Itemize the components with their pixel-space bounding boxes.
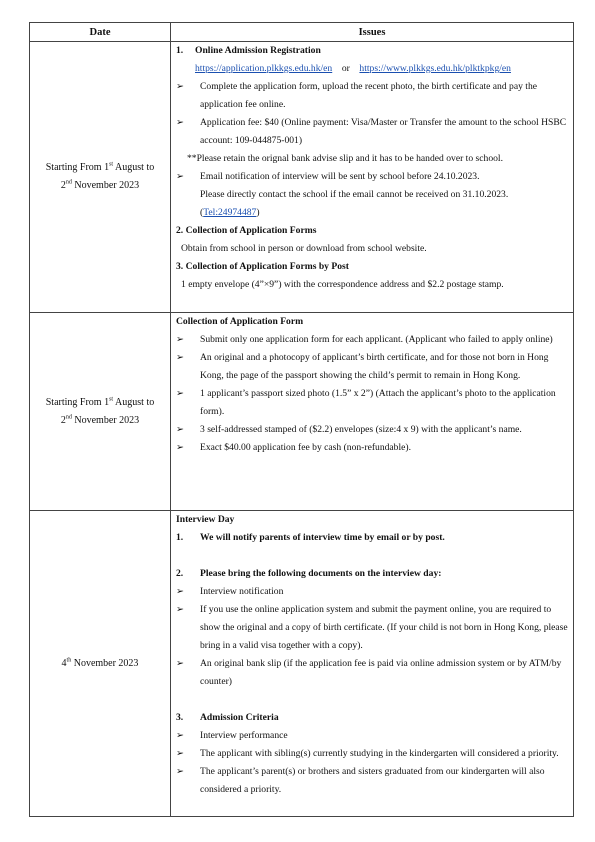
list-item: ➢ The applicant with sibling(s) currently studying in the kindergarten will considered a priority.: [176, 745, 570, 763]
section-heading: 1. Online Admission Registration: [176, 45, 321, 56]
issues-cell: [171, 313, 574, 511]
numbered-item: 2. Please bring the following documents on the interview day:: [176, 568, 442, 579]
date-cell: Starting From 1st August to 2nd November 2023: [30, 42, 171, 313]
list-item: ➢ The applicant’s parent(s) or brothers and sisters graduated from our kindergarten will also considered a priority.: [176, 763, 570, 799]
list-item: ➢ Application fee: $40 (Online payment: Visa/Master or Transfer the amount to the school HSBC account: 109-044875-001): [176, 114, 570, 150]
table-row: [30, 313, 574, 511]
list-item: ➢ Submit only one application form for each applicant. (Applicant who failed to apply online): [176, 331, 570, 349]
list-item: ➢ If you use the online application system and submit the payment online, you are required to show the original and a copy of birth certificate. (If your child is not born in Hong Kong, please bring in a valid visa together with a copy).: [176, 601, 570, 655]
date-column-header: Date: [30, 23, 171, 42]
list-item: ➢ Complete the application form, upload the recent photo, the birth certificate and pay the application fee online.: [176, 78, 570, 114]
bullet-arrow-icon: ➢: [176, 117, 185, 128]
list-item: ➢ An original bank slip (if the application fee is paid via online admission system or by ATM/by counter): [176, 655, 570, 691]
bullet-arrow-icon: ➢: [176, 171, 185, 182]
section-heading: Interview Day: [176, 514, 235, 525]
bullet-arrow-icon: ➢: [176, 748, 185, 759]
bullet-arrow-icon: ➢: [176, 766, 185, 777]
issues-cell: 1. Online Admission Registration https://application.plkkgs.edu.hk/en or https://www.plkkgs.edu.hk/plktkpkg/en ➢ Complete the application form, upload the recent photo, the birth certificate and pay the application fee online. ➢ Application fee: $40 (Online payment: Visa/Master or Transfer the amount to the school HSBC account: 109-044875-001) **Please retain the orignal bank advise slip and it has to be handed over to school. ➢ Email notification of interview will be sent by school before 24.10.2023. Please directly contact the school if the email cannot be received on 31.10.2023. (Tel:24974487) 2. Collection of Application Forms Obtain from school in person or download from school website. 3. Collection of Application Forms by Post 1 empty envelope (4”×9”) with the correspondence address and $2.2 postage stamp.: [171, 42, 574, 313]
section-heading: Collection of Application Form: [176, 316, 304, 327]
bullet-arrow-icon: ➢: [176, 424, 185, 435]
date-cell: 4th November 2023: [30, 511, 171, 817]
list-item: ➢ Exact $40.00 application fee by cash (non-refundable).: [176, 439, 570, 457]
table-row: [30, 42, 574, 313]
section-heading: 2. Collection of Application Forms: [176, 225, 317, 236]
registration-link-2[interactable]: https://www.plkkgs.edu.hk/plktkpkg/en: [359, 63, 511, 74]
bullet-arrow-icon: ➢: [176, 388, 185, 399]
numbered-item: 3. Admission Criteria: [176, 712, 279, 723]
date-cell: Starting From 1st August to 2nd November 2023: [30, 313, 171, 511]
list-item: ➢ Interview performance: [176, 727, 570, 745]
bullet-arrow-icon: ➢: [176, 730, 185, 741]
table-row: [30, 511, 574, 817]
list-item: ➢ 1 applicant’s passport sized photo (1.5” x 2”) (Attach the applicant’s photo to the application form).: [176, 385, 570, 421]
bullet-arrow-icon: ➢: [176, 604, 185, 615]
bullet-arrow-icon: ➢: [176, 334, 185, 345]
bullet-arrow-icon: ➢: [176, 586, 185, 597]
list-item: ➢ Interview notification: [176, 583, 570, 601]
list-item: ➢ An original and a photocopy of applicant’s birth certificate, and for those not born in Hong Kong, the page of the passport showing the child’s permit to remain in Hong Kong.: [176, 349, 570, 385]
section-heading: 3. Collection of Application Forms by Post: [176, 261, 349, 272]
telephone-line: (Tel:24974487): [200, 207, 260, 218]
registration-links: https://application.plkkgs.edu.hk/en or https://www.plkkgs.edu.hk/plktkpkg/en: [195, 63, 511, 74]
telephone-link[interactable]: Tel:24974487: [203, 207, 257, 218]
note-text: **Please retain the orignal bank advise slip and it has to be handed over to school.: [187, 153, 503, 164]
list-item: ➢ 3 self-addressed stamped of ($2.2) envelopes (size:4 x 9) with the applicant’s name.: [176, 421, 570, 439]
issues-column-header: Issues: [171, 23, 574, 42]
numbered-item: 1. We will notify parents of interview time by email or by post.: [176, 532, 445, 543]
issues-cell: [171, 511, 574, 817]
bullet-arrow-icon: ➢: [176, 352, 185, 363]
bullet-arrow-icon: ➢: [176, 442, 185, 453]
table-header-row: [30, 23, 574, 42]
bullet-arrow-icon: ➢: [176, 81, 185, 92]
admission-schedule-table: [29, 22, 574, 817]
list-item: ➢ Email notification of interview will be sent by school before 24.10.2023.: [176, 168, 570, 186]
registration-link-1[interactable]: https://application.plkkgs.edu.hk/en: [195, 63, 333, 74]
bullet-arrow-icon: ➢: [176, 658, 185, 669]
